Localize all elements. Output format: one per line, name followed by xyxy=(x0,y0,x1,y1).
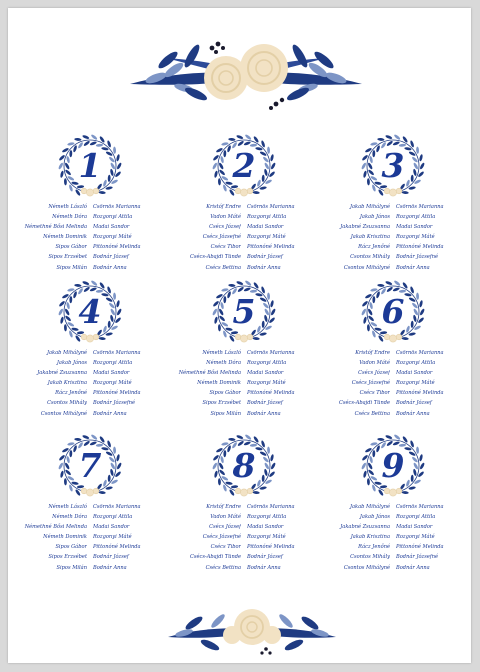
laurel-wreath-icon xyxy=(58,134,122,198)
guest-name: Bodnár Józsefné xyxy=(396,254,439,261)
guest-name: Csécs Bettina xyxy=(354,410,390,417)
guest-name: Csörnös Marianna xyxy=(247,350,295,356)
guest-name: Némethné Bősi Melinda xyxy=(178,370,241,377)
guest-name: Jakabné Zsuzsanna xyxy=(340,224,390,231)
guest-name: Rozgonyi Máté xyxy=(396,234,435,241)
guest-name: Madai Sandor xyxy=(396,224,433,231)
guest-name: Bodnár Anna xyxy=(93,564,127,571)
guest-name: Csécs Tibor xyxy=(210,244,241,251)
table-card-2 xyxy=(169,134,319,284)
floral-flourish-top-icon xyxy=(126,34,366,116)
table-card-7 xyxy=(15,434,165,584)
guest-name: Pittonóné Melinda xyxy=(396,244,444,251)
guest-name: Rozgonyi Attila xyxy=(396,360,436,367)
guest-list xyxy=(15,348,165,419)
table-number: 6 xyxy=(381,292,405,331)
guest-name: Sipos Erzsébet xyxy=(48,254,87,261)
guest-name: Sipos Gábor xyxy=(55,544,87,551)
guest-name: Rozgonyi Attila xyxy=(93,360,133,367)
guest-name: Németh Dóra xyxy=(52,214,87,221)
table-number: 7 xyxy=(78,446,102,485)
guest-name: Jakab Krisztina xyxy=(350,234,390,241)
guest-name: Bodnár József xyxy=(247,400,283,407)
guest-name: Madai Sandor xyxy=(93,524,130,531)
guest-name: Rácz Jenőné xyxy=(358,244,390,251)
laurel-wreath-icon xyxy=(361,134,425,198)
laurel-wreath-icon xyxy=(361,280,425,344)
guest-name: Csörnös Marianna xyxy=(396,350,444,356)
guest-name: Csörnös Marianna xyxy=(396,504,444,510)
guest-name: Csécs Józsefné xyxy=(202,234,241,241)
guest-name: Vadon Máté xyxy=(210,514,241,521)
guest-name: Bodnár József xyxy=(93,554,129,561)
guest-name: Csontos Mihály xyxy=(350,254,390,261)
guest-name: Csécs-Abajdi Tünde xyxy=(338,400,390,407)
guest-name: Kristóf Endre xyxy=(206,204,241,210)
guest-name: Csontos Mihályné xyxy=(343,564,390,571)
guest-name: Kristóf Endre xyxy=(206,504,241,510)
guest-name: Csécs Bettina xyxy=(205,564,241,571)
guest-name: Rozgonyi Máté xyxy=(247,534,286,541)
guest-name: Csécs Józsefné xyxy=(202,534,241,541)
guest-name: Rozgonyi Attila xyxy=(396,514,436,521)
table-card-5 xyxy=(169,280,319,430)
guest-name: Bodnár Anna xyxy=(247,264,281,271)
guest-name: Csécs József xyxy=(209,524,241,531)
guest-list xyxy=(15,202,165,273)
guest-name: Jakab János xyxy=(359,214,390,221)
guest-name: Jakab János xyxy=(359,514,390,521)
guest-name: Jakabné Zsuzsanna xyxy=(340,524,390,531)
guest-name: Sipos Milán xyxy=(56,264,87,271)
guest-name: Németh László xyxy=(48,204,87,210)
guest-name: Madai Sandor xyxy=(247,370,284,377)
guest-name: Bodnár Anna xyxy=(396,564,430,571)
guest-list xyxy=(169,348,319,419)
guest-name: Csörnös Marianna xyxy=(93,204,141,210)
table-number: 9 xyxy=(381,446,405,485)
guest-name: Bodnár József xyxy=(247,554,283,561)
guest-name: Jakabné Zsuzsanna xyxy=(37,370,87,377)
guest-name: Csontos Mihályné xyxy=(343,264,390,271)
guest-name: Rácz Jenőné xyxy=(55,390,87,397)
guest-name: Csörnös Marianna xyxy=(247,504,295,510)
guest-name: Sipos Erzsébet xyxy=(48,554,87,561)
guest-name: Csontos Mihályné xyxy=(40,410,87,417)
guest-name: Bodnár József xyxy=(247,254,283,261)
guest-name: Vadon Máté xyxy=(210,214,241,221)
guest-name: Sipos Gábor xyxy=(209,390,241,397)
table-card-6 xyxy=(318,280,468,430)
guest-name: Csécs Tibor xyxy=(210,544,241,551)
guest-name: Rozgonyi Máté xyxy=(247,380,286,387)
laurel-wreath-icon xyxy=(212,134,276,198)
table-number: 1 xyxy=(78,146,102,185)
guest-name: Jakab Krisztina xyxy=(47,380,87,387)
guest-name: Csörnös Marianna xyxy=(396,204,444,210)
guest-name: Jakab Mihályné xyxy=(349,204,390,210)
table-card-4 xyxy=(15,280,165,430)
guest-name: Pittonóné Melinda xyxy=(93,544,141,551)
laurel-wreath-icon xyxy=(212,434,276,498)
guest-name: Csécs Józsefné xyxy=(351,380,390,387)
guest-name: Bodnár Józsefné xyxy=(396,554,439,561)
guest-name: Jakab Mihályné xyxy=(46,350,87,356)
table-card-3 xyxy=(318,134,468,284)
guest-list xyxy=(318,348,468,419)
guest-list xyxy=(169,502,319,573)
guest-name: Bodnár Anna xyxy=(247,564,281,571)
guest-name: Jakab Krisztina xyxy=(350,534,390,541)
guest-name: Jakab János xyxy=(56,360,87,367)
guest-name: Sipos Milán xyxy=(56,564,87,571)
guest-name: Madai Sandor xyxy=(93,224,130,231)
table-card-8 xyxy=(169,434,319,584)
guest-list xyxy=(318,202,468,273)
table-card-9 xyxy=(318,434,468,584)
guest-name: Vadon Máté xyxy=(359,360,390,367)
guest-name: Csontos Mihály xyxy=(47,400,87,407)
guest-name: Rozgonyi Attila xyxy=(93,214,133,221)
table-number: 8 xyxy=(232,446,256,485)
guest-name: Madai Sandor xyxy=(247,524,284,531)
guest-name: Sipos Milán xyxy=(210,410,241,417)
seating-chart-sheet xyxy=(8,8,471,663)
laurel-wreath-icon xyxy=(361,434,425,498)
guest-name: Csörnös Marianna xyxy=(93,350,141,356)
guest-name: Bodnár Anna xyxy=(93,410,127,417)
guest-name: Csörnös Marianna xyxy=(93,504,141,510)
guest-name: Bodnár Anna xyxy=(396,264,430,271)
guest-name: Bodnár Anna xyxy=(93,264,127,271)
guest-name: Pittonóné Melinda xyxy=(247,544,295,551)
guest-name: Némethné Bősi Melinda xyxy=(24,224,87,231)
guest-name: Németh László xyxy=(48,504,87,510)
guest-name: Rozgonyi Máté xyxy=(93,534,132,541)
guest-name: Pittonóné Melinda xyxy=(247,390,295,397)
guest-name: Rozgonyi Máté xyxy=(396,534,435,541)
guest-name: Bodnár József xyxy=(396,400,432,407)
guest-name: Németh Dóra xyxy=(206,360,241,367)
guest-name: Némethné Bősi Melinda xyxy=(24,524,87,531)
guest-name: Németh Dóra xyxy=(52,514,87,521)
laurel-wreath-icon xyxy=(58,434,122,498)
guest-name: Bodnár Józsefné xyxy=(93,400,136,407)
guest-name: Rozgonyi Attila xyxy=(247,360,287,367)
guest-name: Madai Sandor xyxy=(247,224,284,231)
guest-name: Csécs Tibor xyxy=(359,390,390,397)
guest-list xyxy=(318,502,468,573)
guest-name: Csontos Mihály xyxy=(350,554,390,561)
guest-name: Németh Dominik xyxy=(43,534,87,541)
laurel-wreath-icon xyxy=(58,280,122,344)
guest-name: Németh Dominik xyxy=(197,380,241,387)
guest-name: Csécs Bettina xyxy=(205,264,241,271)
guest-name: Pittonóné Melinda xyxy=(93,390,141,397)
guest-name: Rozgonyi Attila xyxy=(396,214,436,221)
guest-name: Rozgonyi Attila xyxy=(247,514,287,521)
guest-name: Pittonóné Melinda xyxy=(396,544,444,551)
guest-name: Németh László xyxy=(202,350,241,356)
guest-name: Madai Sandor xyxy=(396,370,433,377)
guest-name: Madai Sandor xyxy=(396,524,433,531)
guest-name: Bodnár Anna xyxy=(396,410,430,417)
guest-name: Németh Dominik xyxy=(43,234,87,241)
guest-name: Csörnös Marianna xyxy=(247,204,295,210)
guest-name: Csécs-Abajdi Tünde xyxy=(189,254,241,261)
guest-name: Sipos Gábor xyxy=(55,244,87,251)
table-number: 3 xyxy=(381,146,405,185)
table-number: 5 xyxy=(232,292,256,331)
guest-name: Sipos Erzsébet xyxy=(202,400,241,407)
guest-name: Jakab Mihályné xyxy=(349,504,390,510)
table-card-1 xyxy=(15,134,165,284)
guest-name: Pittonóné Melinda xyxy=(247,244,295,251)
floral-flourish-bottom-icon xyxy=(166,601,338,659)
guest-name: Madai Sandor xyxy=(93,370,130,377)
guest-name: Csécs József xyxy=(358,370,390,377)
guest-name: Rozgonyi Máté xyxy=(396,380,435,387)
table-number: 4 xyxy=(78,292,102,331)
guest-name: Rozgonyi Attila xyxy=(247,214,287,221)
guest-name: Csécs József xyxy=(209,224,241,231)
guest-name: Kristóf Endre xyxy=(355,350,390,356)
table-number: 2 xyxy=(232,146,256,185)
guest-name: Pittonóné Melinda xyxy=(93,244,141,251)
guest-list xyxy=(169,202,319,273)
laurel-wreath-icon xyxy=(212,280,276,344)
guest-name: Pittonóné Melinda xyxy=(396,390,444,397)
guest-list xyxy=(15,502,165,573)
guest-name: Rácz Jenőné xyxy=(358,544,390,551)
guest-name: Bodnár József xyxy=(93,254,129,261)
guest-name: Csécs-Abajdi Tünde xyxy=(189,554,241,561)
guest-name: Rozgonyi Máté xyxy=(93,234,132,241)
guest-name: Rozgonyi Máté xyxy=(93,380,132,387)
guest-name: Rozgonyi Máté xyxy=(247,234,286,241)
guest-name: Rozgonyi Attila xyxy=(93,514,133,521)
guest-name: Bodnár Anna xyxy=(247,410,281,417)
